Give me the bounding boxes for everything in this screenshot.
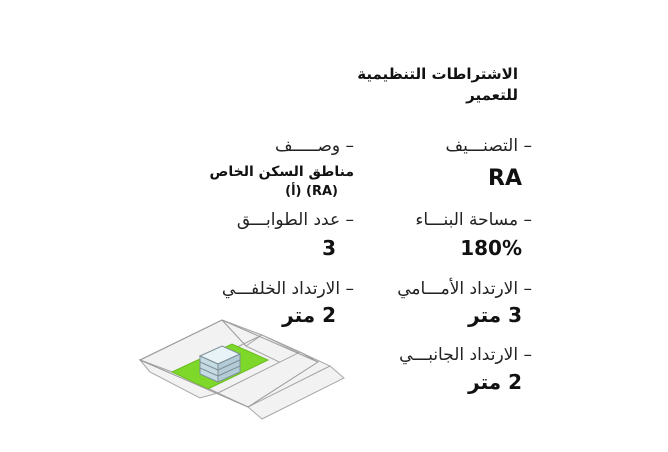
description-sub: (RA) (أ): [285, 184, 338, 199]
title-line-1: الاشتراطات التنظيمية: [357, 65, 518, 83]
floors-label: – عدد الطوابـــق: [236, 210, 354, 230]
side-setback-label: – الارتداد الجانبـــي: [399, 345, 532, 365]
description-value: مناطق السكن الخاص: [209, 164, 354, 180]
side-setback-value: 2 متر: [468, 370, 522, 394]
building-area-label: – مساحة البنـــاء: [415, 210, 532, 230]
rear-setback-value: 2 متر: [282, 303, 336, 327]
front-setback-label: – الارتداد الأمـــامي: [397, 279, 532, 299]
floors-value: 3: [322, 236, 336, 260]
title-line-2: للتعمير: [466, 86, 518, 104]
rear-setback-label: – الارتداد الخلفـــي: [221, 279, 354, 299]
building-area-value: 180%: [460, 236, 522, 260]
classification-value: RA: [488, 166, 522, 191]
front-setback-value: 3 متر: [468, 303, 522, 327]
description-label: – وصـــــف: [274, 136, 354, 156]
classification-label: – التصنـــيف: [445, 136, 532, 156]
